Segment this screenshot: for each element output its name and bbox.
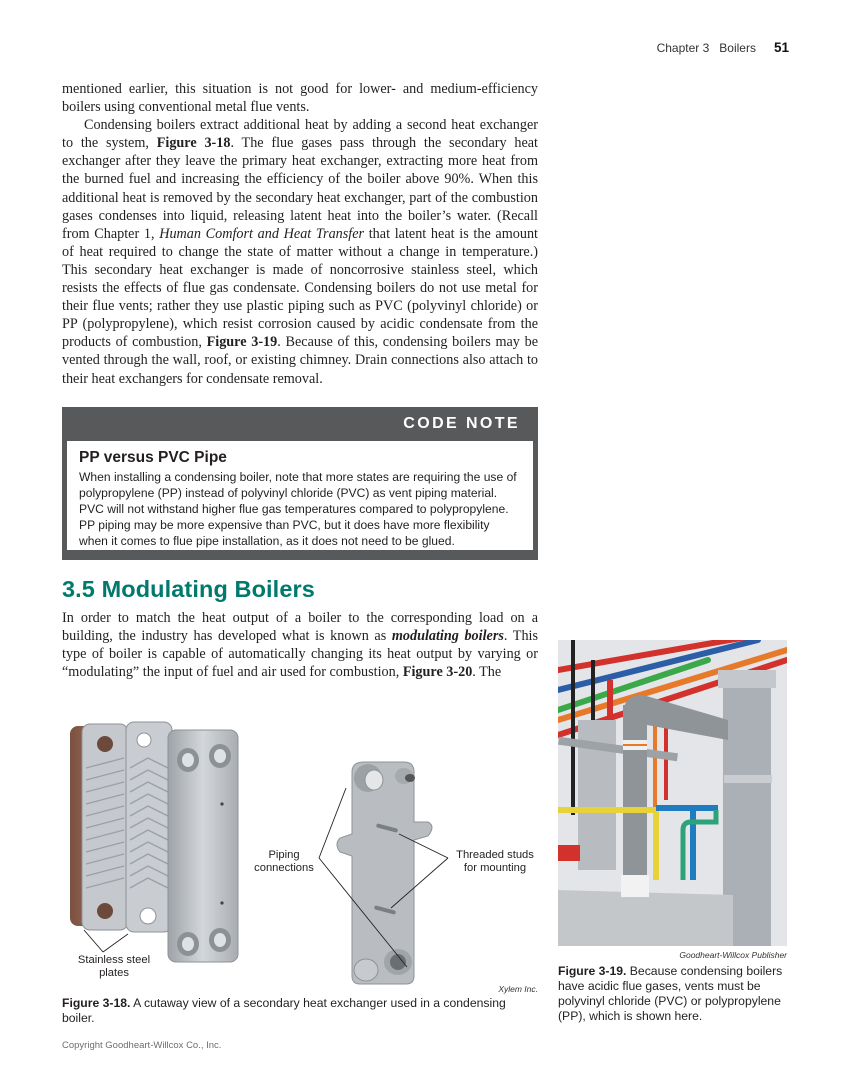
caption-text: Because condensing boilers have acidic flue gases, vents must be polyvinyl chloride (PVC) or polypropylene (PP), which is shown here. [558,964,783,1023]
figure-credit: Goodheart-Willcox Publisher [679,950,787,960]
emphasis-run: Human Comfort and Heat Transfer [159,225,365,242]
code-note-box [62,407,538,560]
page-number: 51 [773,40,789,55]
callout-threaded-studs: Threaded studs for mounting [456,849,534,874]
heat-exchanger-plate-image [324,756,444,986]
callout-piping-connections: Piping connections [254,849,314,874]
text-run: that latent heat is the amount of heat required to change the state of matter without a change in temperature.) This secondary heat exchanger is made of noncorrosive stainless steel, which resists the effects of flue gas condensate. Condensing boilers do not use metal for their flue vents; rather they use plastic piping such as PVC (polyvinyl chloride) or PP (polypropylene), which resist corrosion caused by acidic condensate from the products of combustion, [62,225,538,351]
text-run: . This type of boiler is capable of automatically changing its heat output by varying or “modulating” the input of fuel and air used for combustion, [62,628,539,681]
heat-exchanger-cutaway-image [68,718,243,978]
code-note-header: CODE NOTE [403,415,520,432]
copyright-footer: Copyright Goodheart-Willcox Co., Inc. [62,1040,222,1051]
running-head [657,40,789,55]
text-run: In order to match the heat output of a boiler to the corresponding load on a building, the industry has developed what is known as [62,610,538,645]
body-text-top [62,80,538,388]
emphasis-run: modulating boilers [391,628,504,645]
chapter-label: Chapter 3 [656,41,710,55]
section-heading: 3.5 Modulating Boilers [62,576,315,602]
figure-credit: Xylem Inc. [498,984,538,994]
boiler-vent-piping-image [558,640,787,946]
text-run: . The [472,664,502,681]
figure-3-18 [62,708,542,993]
text-run: . The flue gases pass through the secondary heat exchanger after they leave the primary heat exchanger, extracting more heat from the burned fuel and increasing the efficiency of the boiler above 90%. When this additional heat is removed by the secondary heat exchanger, part of the combustion gases condenses into liquid, releasing latent heat into the boiler’s water. (Recall from Chapter 1, [62,135,538,242]
text-run: mentioned earlier, this situation is not good for lower- and medium-efficiency boilers using conventional metal flue vents. [62,81,538,116]
figure-3-19-caption [558,964,790,1024]
callout-stainless-steel-plates: Stainless steel plates [77,954,151,979]
emphasis-run: Figure 3-19 [206,334,278,351]
paragraph [62,609,538,681]
chapter-title: Boilers [719,41,756,55]
code-note-text: When installing a condensing boiler, note that more states are requiring the use of polypropylene (PP) instead of polyvinyl chloride (PVC) as vent piping material. PVC will not withstand higher flue gas temperatures compared to polypropylene. PP piping may be more expensive than PVC, but it does have more flexibility when it comes to flue pipe installation, as it does not need to be glued. [79,470,517,548]
figure-3-19-photo [558,640,787,946]
paragraph [62,80,538,116]
text-run: . Because of this, condensing boilers may be vented through the wall, roof, or existing chimney. Drain connections also attach to their heat exchangers for condensate removal. [62,334,538,387]
emphasis-run: Figure 3-20 [402,664,473,681]
body-text-section [62,609,538,681]
figure-3-18-caption [62,996,512,1026]
code-note-body [67,441,533,550]
paragraph [62,116,538,387]
caption-label: Figure 3-19. [558,964,627,978]
caption-text: A cutaway view of a secondary heat exchanger used in a condensing boiler. [62,996,506,1025]
code-note-title: PP versus PVC Pipe [79,449,227,466]
caption-label: Figure 3-18. [62,996,131,1010]
text-run: Condensing boilers extract additional heat by adding a second heat exchanger to the system, [62,117,538,152]
emphasis-run: Figure 3-18 [156,135,231,152]
